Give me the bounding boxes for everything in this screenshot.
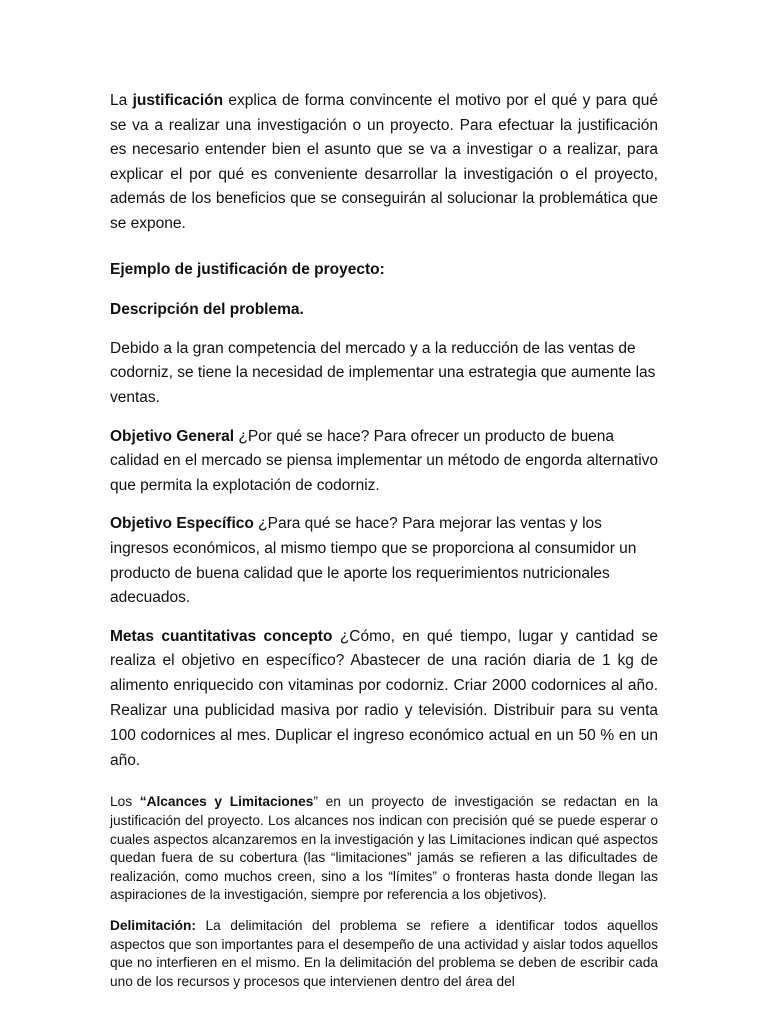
justification-text: explica de forma convincente el motivo por el qué y para qué se va a realizar una investigación o un proyecto. Para efectuar la justificación es necesario entender bien el asunto que se va a investigar o a realizar, para explicar el por qué es conveniente desarrollar la investigación o el proyecto, además de los beneficios que se conseguirán al solucionar la problemática que se expone.: [110, 92, 658, 232]
general-objective-text: ¿Por qué se hace? Para ofrecer un producto de buena calidad en el mercado se piensa implementar un método de engorda alternativo que permita la explotación de codorniz.: [110, 427, 659, 494]
general-objective-paragraph: [110, 425, 658, 499]
problem-heading: Descripción del problema.: [110, 301, 304, 319]
specific-objective-text: ¿Para qué se hace? Para mejorar las ventas y los ingresos económicos, al mismo tiempo que se proporciona al consumidor un producto de buena calidad que le aporte los requerimientos nutricionales adecuados.: [110, 515, 637, 607]
specific-objective-label: Objetivo Específico: [110, 515, 254, 533]
delimitation-text: La delimitación del problema se refiere a identificar todos aquellos aspectos que son importantes para el desempeño de una actividad y aislar todos aquellos que no interfieren en el mismo. En la delimitación del problema se deben de escribir cada uno de los recursos y procesos que intervienen dentro del área del: [110, 918, 658, 989]
scope-limitations-paragraph: [110, 793, 658, 905]
scope-prefix: Los: [110, 794, 140, 810]
delimitation-label: Delimitación:: [110, 918, 196, 934]
quantitative-goals-text: ¿Cómo, en qué tiempo, lugar y cantidad se realiza el objetivo en específico? Abastecer de una ración diaria de 1 kg de alimento enriquecido con vitaminas por codorniz. Criar 2000 codornices al año. Realizar una publicidad masiva por radio y televisión. Distribuir para su venta 100 codornices al mes. Duplicar el ingreso económico actual en un 50 % en un año.: [110, 627, 658, 769]
quantitative-goals-label: Metas cuantitativas concepto: [110, 627, 333, 645]
scope-text: ” en un proyecto de investigación se redactan en la justificación del proyecto. Los alcances nos indican con precisión qué se puede esperar o cuales aspectos alcanzaremos en la investigación y las Limitaciones indican qué aspectos quedan fuera de su cobertura (las “limitaciones” jamás se refieren a las dificultades de realización, como muchos creen, sino a los “límites” o fronteras hasta donde llegan las aspiraciones de la investigación, siempre por referencia a los objetivos).: [110, 794, 659, 903]
paragraph-prefix: La: [110, 92, 133, 109]
problem-text: Debido a la gran competencia del mercado y a la reducción de las ventas de codorniz, se tiene la necesidad de implementar una estrategia que aumente las ventas.: [110, 339, 656, 406]
quantitative-goals-paragraph: [110, 625, 658, 774]
specific-objective-paragraph: [110, 512, 658, 610]
example-heading: Ejemplo de justificación de proyecto:: [110, 260, 385, 278]
general-objective-label: Objetivo General: [110, 427, 235, 445]
justification-term: justificación: [132, 92, 224, 109]
delimitation-paragraph: [110, 917, 658, 991]
justification-paragraph: [110, 89, 658, 237]
scope-term: “Alcances y Limitaciones: [139, 794, 314, 810]
